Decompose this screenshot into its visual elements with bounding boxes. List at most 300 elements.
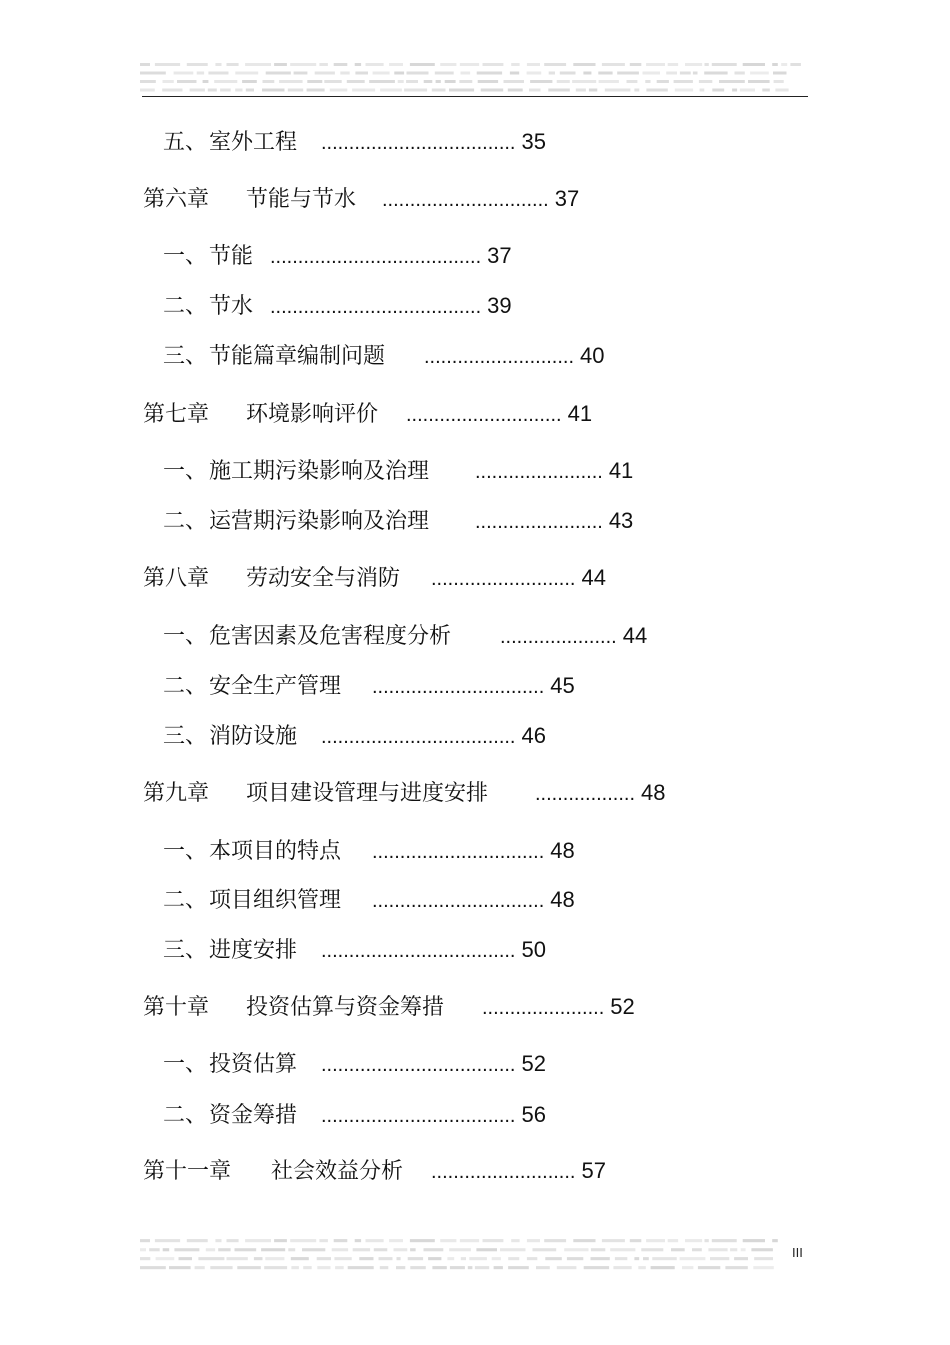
watermark-mark xyxy=(602,63,625,66)
watermark-mark xyxy=(435,72,454,75)
toc-entry-leader: ................................... xyxy=(321,726,516,748)
watermark-mark xyxy=(700,89,705,92)
watermark-mark xyxy=(290,63,316,66)
watermark-mark xyxy=(198,1257,224,1260)
watermark-mark xyxy=(140,89,155,92)
watermark-mark xyxy=(544,1239,566,1242)
toc-entry-page: 37 xyxy=(554,186,580,211)
toc-entry[interactable] xyxy=(163,343,605,370)
watermark-mark xyxy=(699,80,712,83)
watermark-mark xyxy=(245,1239,271,1242)
toc-entry-title: 资金筹措 xyxy=(209,1103,298,1128)
watermark-mark xyxy=(373,72,390,75)
watermark-mark xyxy=(397,1257,401,1260)
toc-entry-number: 二、 xyxy=(163,1103,208,1128)
toc-entry-page: 48 xyxy=(641,780,666,805)
watermark-mark xyxy=(445,80,456,83)
toc-entry-leader: ...................... xyxy=(482,997,605,1019)
watermark-mark xyxy=(790,63,801,66)
watermark-mark xyxy=(591,1257,610,1260)
watermark-mark xyxy=(264,1266,287,1269)
toc-chapter[interactable] xyxy=(143,1158,606,1185)
watermark-mark xyxy=(613,1266,631,1269)
watermark-mark xyxy=(155,63,180,66)
watermark-mark xyxy=(560,72,576,75)
watermark-mark xyxy=(483,1239,504,1242)
watermark-mark xyxy=(237,1266,260,1269)
watermark-mark xyxy=(210,1266,232,1269)
watermark-mark xyxy=(627,80,638,83)
toc-entry-page: 50 xyxy=(521,937,546,962)
toc-entry-page: 46 xyxy=(521,723,546,748)
toc-entry-leader: .......................... xyxy=(431,1161,576,1183)
watermark-mark xyxy=(468,1266,473,1269)
toc-entry-leader: ........................... xyxy=(424,346,575,368)
watermark-mark xyxy=(274,1239,287,1242)
watermark-marks xyxy=(140,1236,780,1272)
watermark-mark xyxy=(527,1239,540,1242)
watermark-mark xyxy=(177,80,197,83)
toc-entry-page: 52 xyxy=(610,994,635,1019)
toc-entry[interactable] xyxy=(163,508,633,535)
watermark-mark xyxy=(307,89,325,92)
watermark-mark xyxy=(332,1248,348,1251)
watermark-mark xyxy=(734,1257,748,1260)
watermark-mark xyxy=(235,72,258,75)
toc-entry-leader: ...................................... xyxy=(270,296,482,318)
toc-entry-page: 44 xyxy=(581,565,606,590)
watermark-mark xyxy=(330,89,348,92)
watermark-mark xyxy=(680,72,691,75)
watermark-mark xyxy=(140,1257,150,1260)
watermark-mark xyxy=(740,89,755,92)
watermark-mark xyxy=(511,63,519,66)
watermark-mark xyxy=(461,72,471,75)
watermark-mark xyxy=(214,80,237,83)
watermark-mark xyxy=(242,80,257,83)
toc-entry-leader: ............................... xyxy=(372,890,545,912)
toc-chapter[interactable] xyxy=(143,186,579,213)
toc-entry-leader: .................. xyxy=(535,783,636,805)
toc-entry-title: 运营期污染影响及治理 xyxy=(209,509,430,534)
watermark-mark xyxy=(583,72,591,75)
watermark-mark xyxy=(174,72,194,75)
watermark-mark xyxy=(762,89,770,92)
watermark-mark xyxy=(279,80,303,83)
toc-entry-leader: ..................... xyxy=(500,626,617,648)
toc-entry[interactable] xyxy=(163,243,512,270)
watermark-mark xyxy=(410,1266,426,1269)
watermark-mark xyxy=(195,1266,205,1269)
watermark-mark xyxy=(692,1248,702,1251)
watermark-mark xyxy=(475,1266,489,1269)
watermark-mark xyxy=(643,1257,649,1260)
toc-entry-number: 一、 xyxy=(163,624,208,649)
watermark-mark xyxy=(410,1248,416,1251)
toc-entry[interactable] xyxy=(163,293,512,320)
toc-chapter-number: 第八章 xyxy=(143,566,210,591)
watermark-mark xyxy=(398,80,404,83)
watermark-mark xyxy=(334,1239,348,1242)
watermark-mark xyxy=(549,72,555,75)
toc-entry-page: 45 xyxy=(550,673,575,698)
watermark-mark xyxy=(140,1248,146,1251)
watermark-mark xyxy=(307,80,322,83)
watermark-mark xyxy=(460,1239,479,1242)
watermark-mark xyxy=(262,89,285,92)
watermark-mark xyxy=(719,80,745,83)
watermark-mark xyxy=(598,72,612,75)
watermark-mark xyxy=(675,89,693,92)
watermark-mark xyxy=(317,1266,330,1269)
watermark-mark xyxy=(469,1257,487,1260)
watermark-mark xyxy=(529,89,541,92)
watermark-mark xyxy=(380,1266,389,1269)
watermark-mark xyxy=(533,1248,557,1251)
watermark-mark xyxy=(432,1266,446,1269)
watermark-mark xyxy=(265,1257,284,1260)
watermark-mark xyxy=(527,63,540,66)
watermark-mark xyxy=(149,1248,160,1251)
watermark-mark xyxy=(460,63,479,66)
watermark-mark xyxy=(407,72,429,75)
watermark-mark xyxy=(751,1248,773,1251)
watermark-mark xyxy=(169,1266,191,1269)
watermark-mark xyxy=(163,80,174,83)
toc-entry[interactable] xyxy=(163,458,633,485)
watermark-mark xyxy=(374,1248,388,1251)
watermark-mark xyxy=(303,1266,312,1269)
watermark-mark xyxy=(705,1239,709,1242)
toc-chapter[interactable] xyxy=(143,565,606,592)
watermark-mark xyxy=(732,89,737,92)
watermark-mark xyxy=(652,1257,676,1260)
watermark-marks xyxy=(140,60,808,94)
watermark-mark xyxy=(294,72,308,75)
toc-entry-page: 39 xyxy=(487,293,512,318)
watermark-mark xyxy=(215,1239,221,1242)
watermark-mark xyxy=(406,80,418,83)
toc-entry-leader: ............................... xyxy=(372,841,545,863)
watermark-mark xyxy=(584,1266,609,1269)
watermark-mark xyxy=(527,1257,537,1260)
watermark-mark xyxy=(245,63,271,66)
watermark-mark xyxy=(630,1239,642,1242)
watermark-mark xyxy=(646,63,665,66)
watermark-mark xyxy=(197,72,204,75)
toc-entry-page: 40 xyxy=(580,343,605,368)
toc-entry-leader: .............................. xyxy=(382,189,549,211)
toc-chapter-number: 第七章 xyxy=(143,402,210,427)
toc-entry-leader: ...................................... xyxy=(270,246,482,268)
toc-entry-page: 48 xyxy=(550,887,575,912)
toc-entry-leader: ............................ xyxy=(406,404,562,426)
toc-entry-page: 41 xyxy=(608,458,634,483)
watermark-mark xyxy=(602,1239,625,1242)
toc-entry[interactable] xyxy=(163,887,575,914)
watermark-mark xyxy=(536,1266,550,1269)
watermark-mark xyxy=(530,80,552,83)
toc-entry[interactable] xyxy=(163,723,546,750)
watermark-mark xyxy=(163,1248,170,1251)
watermark-mark xyxy=(725,1266,747,1269)
toc-entry[interactable] xyxy=(163,673,575,700)
toc-entry-number: 二、 xyxy=(163,509,208,534)
watermark-mark xyxy=(754,1257,773,1260)
watermark-mark xyxy=(140,1266,166,1269)
toc-chapter-number: 第十一章 xyxy=(143,1159,232,1184)
watermark-mark xyxy=(156,1257,175,1260)
toc-chapter-title: 投资估算与资金筹措 xyxy=(246,995,445,1020)
toc-chapter-title: 节能与节水 xyxy=(246,187,357,212)
toc-chapter-title: 项目建设管理与进度安排 xyxy=(246,781,489,806)
watermark-mark xyxy=(440,1239,456,1242)
watermark-mark xyxy=(775,89,788,92)
watermark-mark xyxy=(657,80,669,83)
watermark-mark xyxy=(235,1248,257,1251)
toc-entry-page: 37 xyxy=(487,243,512,268)
watermark-mark xyxy=(666,72,677,75)
watermark-mark xyxy=(380,89,402,92)
watermark-mark xyxy=(408,1257,423,1260)
watermark-mark xyxy=(366,1239,384,1242)
watermark-mark xyxy=(140,1239,150,1242)
watermark-mark xyxy=(743,1239,765,1242)
toc-entry-number: 一、 xyxy=(163,839,208,864)
watermark-mark xyxy=(741,1248,746,1251)
watermark-mark xyxy=(668,63,678,66)
watermark-mark xyxy=(220,89,231,92)
header-watermark xyxy=(140,60,808,94)
toc-entry-title: 节能 xyxy=(209,244,254,269)
watermark-mark xyxy=(449,1248,471,1251)
watermark-mark xyxy=(227,63,239,66)
watermark-mark xyxy=(511,1239,519,1242)
toc-entry[interactable] xyxy=(163,1102,546,1129)
toc-entry-number: 二、 xyxy=(163,888,208,913)
watermark-mark xyxy=(291,1257,309,1260)
watermark-mark xyxy=(140,72,166,75)
watermark-mark xyxy=(335,1266,344,1269)
toc-chapter-title: 劳动安全与消防 xyxy=(246,566,401,591)
toc-chapter[interactable] xyxy=(143,401,592,428)
watermark-mark xyxy=(410,1239,435,1242)
watermark-mark xyxy=(450,1266,465,1269)
toc-entry[interactable] xyxy=(163,937,546,964)
watermark-mark xyxy=(389,1239,403,1242)
watermark-mark xyxy=(564,1248,588,1251)
watermark-mark xyxy=(527,72,542,75)
toc-entry-title: 项目组织管理 xyxy=(209,888,342,913)
toc-entry-title: 本项目的特点 xyxy=(209,839,342,864)
watermark-mark xyxy=(544,63,566,66)
watermark-mark xyxy=(750,72,769,75)
watermark-mark xyxy=(404,89,427,92)
toc-entry-page: 52 xyxy=(521,1051,546,1076)
toc-entry-page: 48 xyxy=(550,838,575,863)
watermark-mark xyxy=(557,80,570,83)
watermark-mark xyxy=(410,63,435,66)
toc-entry[interactable] xyxy=(163,129,546,156)
watermark-mark xyxy=(352,89,375,92)
watermark-mark xyxy=(179,1257,193,1260)
watermark-mark xyxy=(680,1257,706,1260)
watermark-mark xyxy=(206,1248,215,1251)
toc-entry-number: 二、 xyxy=(163,294,208,319)
watermark-mark xyxy=(319,63,328,66)
watermark-mark xyxy=(389,63,403,66)
toc-entry-page: 44 xyxy=(622,623,648,648)
toc-entry-number: 五、 xyxy=(163,130,208,155)
watermark-mark xyxy=(394,1248,408,1251)
watermark-mark xyxy=(712,89,724,92)
toc-entry-number: 一、 xyxy=(163,459,208,484)
watermark-mark xyxy=(492,1257,501,1260)
toc-entry[interactable] xyxy=(163,1051,546,1078)
toc-chapter-number: 第九章 xyxy=(143,781,210,806)
watermark-mark xyxy=(274,63,287,66)
watermark-mark xyxy=(772,63,778,66)
watermark-mark xyxy=(557,1266,577,1269)
toc-chapter[interactable] xyxy=(143,994,635,1021)
watermark-mark xyxy=(162,89,182,92)
watermark-mark xyxy=(394,72,404,75)
page-number: III xyxy=(792,1245,803,1260)
watermark-mark xyxy=(208,89,217,92)
watermark-mark xyxy=(712,1239,737,1242)
watermark-mark xyxy=(693,72,698,75)
watermark-mark xyxy=(685,63,702,66)
watermark-mark xyxy=(187,63,208,66)
watermark-mark xyxy=(476,1248,497,1251)
toc-entry-number: 三、 xyxy=(163,724,208,749)
watermark-mark xyxy=(500,1248,526,1251)
watermark-mark xyxy=(353,1248,370,1251)
watermark-mark xyxy=(641,1248,663,1251)
watermark-mark xyxy=(698,1266,720,1269)
watermark-mark xyxy=(753,1266,774,1269)
toc-entry-page: 41 xyxy=(567,401,593,426)
watermark-mark xyxy=(340,72,349,75)
watermark-mark xyxy=(508,1266,529,1269)
watermark-mark xyxy=(481,89,504,92)
watermark-mark xyxy=(355,1239,361,1242)
watermark-mark xyxy=(573,1239,595,1242)
watermark-mark xyxy=(748,80,770,83)
toc-entry-leader: ................................... xyxy=(321,1054,516,1076)
watermark-mark xyxy=(572,80,596,83)
watermark-mark xyxy=(324,80,341,83)
watermark-mark xyxy=(589,89,597,92)
watermark-mark xyxy=(646,89,667,92)
watermark-mark xyxy=(355,63,361,66)
watermark-mark xyxy=(774,80,784,83)
watermark-mark xyxy=(290,1239,316,1242)
watermark-mark xyxy=(704,72,727,75)
watermark-mark xyxy=(449,89,474,92)
toc-entry-number: 一、 xyxy=(163,244,208,269)
watermark-mark xyxy=(187,1239,208,1242)
watermark-mark xyxy=(348,1266,374,1269)
watermark-mark xyxy=(712,63,737,66)
toc-entry-leader: ............................... xyxy=(372,676,545,698)
watermark-mark xyxy=(510,72,519,75)
watermark-mark xyxy=(208,72,228,75)
watermark-mark xyxy=(447,1257,454,1260)
watermark-mark xyxy=(174,1248,199,1251)
toc-entry[interactable] xyxy=(163,838,575,865)
watermark-mark xyxy=(573,63,595,66)
watermark-mark xyxy=(155,1239,180,1242)
watermark-mark xyxy=(710,1257,729,1260)
toc-entry-title: 安全生产管理 xyxy=(209,674,342,699)
footer-watermark xyxy=(140,1236,808,1272)
watermark-mark xyxy=(591,1248,605,1251)
watermark-mark xyxy=(674,80,693,83)
watermark-mark xyxy=(504,80,525,83)
watermark-mark xyxy=(215,63,221,66)
watermark-mark xyxy=(671,1248,685,1251)
toc-entry-leader: .......................... xyxy=(431,568,576,590)
watermark-mark xyxy=(203,80,209,83)
toc-chapter-number: 第十章 xyxy=(143,995,210,1020)
watermark-mark xyxy=(781,63,787,66)
watermark-mark xyxy=(302,1248,325,1251)
watermark-mark xyxy=(263,80,275,83)
watermark-mark xyxy=(708,1248,727,1251)
toc-entry-title: 危害因素及危害程度分析 xyxy=(209,624,452,649)
watermark-mark xyxy=(545,1257,562,1260)
watermark-mark xyxy=(246,89,254,92)
watermark-mark xyxy=(261,1248,285,1251)
watermark-mark xyxy=(682,1266,693,1269)
watermark-mark xyxy=(478,80,498,83)
toc-entry-title: 进度安排 xyxy=(209,938,298,963)
toc-entry-title: 室外工程 xyxy=(209,130,298,155)
toc-chapter[interactable] xyxy=(143,780,666,807)
watermark-mark xyxy=(494,1266,503,1269)
watermark-mark xyxy=(317,1257,331,1260)
watermark-mark xyxy=(630,63,642,66)
toc-entry-leader: ................................... xyxy=(321,1105,516,1127)
toc-entry[interactable] xyxy=(163,623,647,650)
toc-entry-title: 施工期污染影响及治理 xyxy=(209,459,430,484)
watermark-mark xyxy=(227,1239,239,1242)
watermark-mark xyxy=(461,1257,466,1260)
toc-entry-page: 43 xyxy=(608,508,634,533)
watermark-mark xyxy=(396,1266,405,1269)
toc-entry-title: 消防设施 xyxy=(209,724,298,749)
watermark-mark xyxy=(643,72,661,75)
watermark-mark xyxy=(685,1239,702,1242)
watermark-mark xyxy=(646,1239,665,1242)
toc-entry-number: 三、 xyxy=(163,938,208,963)
watermark-mark xyxy=(140,63,150,66)
watermark-mark xyxy=(548,89,570,92)
watermark-mark xyxy=(772,1239,778,1242)
watermark-mark xyxy=(567,1257,583,1260)
toc-entry-leader: ................................... xyxy=(321,940,516,962)
watermark-mark xyxy=(288,89,303,92)
watermark-mark xyxy=(428,1257,441,1260)
watermark-mark xyxy=(634,1257,639,1260)
watermark-mark xyxy=(651,1266,675,1269)
watermark-mark xyxy=(227,1257,248,1260)
watermark-mark xyxy=(334,63,348,66)
watermark-mark xyxy=(638,1266,646,1269)
watermark-mark xyxy=(288,1248,295,1251)
toc-chapter-title: 环境影响评价 xyxy=(246,402,379,427)
